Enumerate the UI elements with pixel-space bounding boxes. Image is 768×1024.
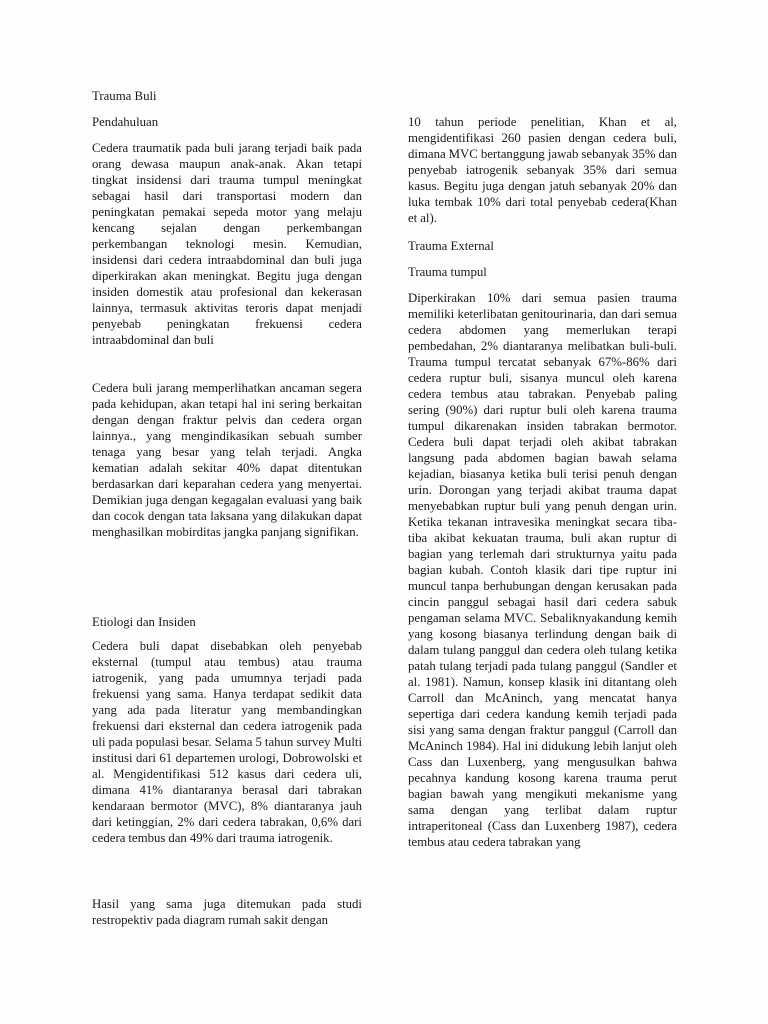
paragraph-etiologi-2: Hasil yang sama juga ditemukan pada studi restropektiv pada diagram rumah sakit dengan — [92, 897, 362, 927]
section-heading-etiologi: Etiologi dan Insiden — [92, 615, 196, 629]
paragraph-trauma-tumpul: Diperkirakan 10% dari semua pasien trauma memiliki keterlibatan genitourinaria, dan dari semua cedera abdomen yang memerlukan terapi pembedahan, 2% diantaranya melibatkan buli-buli. Trauma tumpul tercatat sebanyak 67%-86% dari cedera ruptur buli, sisanya muncul oleh karena cedera tembus atau tabrakan. Penyebab paling sering (90%) dari ruptur buli oleh karena trauma tumpul dikarenakan insiden tabrakan bermotor. Cedera buli dapat terjadi oleh akibat tabrakan langsung pada abdomen bagian bawah selama kejadian, biasanya ketika buli terisi penuh dengan urin. Dorongan yang terjadi akibat trauma dapat menyebabkan ruptur buli yang penuh dengan urin. Ketika tekanan intravesika meningkat secara tiba-tiba akibat kekuatan trauma, buli akan ruptur di bagian yang terlemah dari strukturnya yaitu pada bagian kubah. Contoh klasik dari tipe ruptur ini muncul tanpa berhubungan dengan kerusakan pada cincin panggul sebagai hasil dari cedera sabuk pengaman selama MVC. Sebaliknyakandung kemih yang kosong biasanya terlindung dengan baik di dalam tulang panggul dan cedera oleh tulang ketika patah tulang terjadi pada tulang panggul (Sandler et al. 1981). Namun, konsep klasik ini ditantang oleh Carroll dan McAninch, yang mencatat hanya sepertiga dari cedera kandung kemih terjadi pada sisi yang sama dengan fraktur panggul (Carroll dan McAninch 1984). Hal ini didukung lebih lanjut oleh Cass dan Luxenberg, yang mengusulkan bahwa pecahnya kandung kosong karena trauma perut bagian bawah yang mengikuti mekanisme yang sama dengan yang terlibat dalam ruptur intraperitoneal (Cass dan Luxenberg 1987), cedera tembus atau cedera tabrakan yang — [408, 291, 677, 849]
paragraph-khan-study: 10 tahun periode penelitian, Khan et al, mengidentifikasi 260 pasien dengan cedera buli, dimana MVC bertanggung jawab sebanyak 35% dan penyebab iatrogenik sebanyak 35% dari semua kasus. Begitu juga dengan jatuh sebanyak 20% dan luka tembak 10% dari total penyebab cedera(Khan et al). — [408, 115, 677, 225]
section-heading-trauma-tumpul: Trauma tumpul — [408, 265, 487, 279]
paragraph-pendahuluan-1: Cedera traumatik pada buli jarang terjadi baik pada orang dewasa maupun anak-anak. Akan tetapi tingkat insidensi dari trauma tumpul meningkat sebagai hasil dari transportasi modern dan peningkatan pemakai sepeda motor yang melaju kencang sejalan dengan perkembangan perkembangan teknologi mesin. Kemudian, insidensi dari cedera intraabdominal dan buli juga diperkirakan akan meningkat. Begitu juga dengan insiden domestik atau profesional dan kekerasan lainnya, termasuk aktivitas teroris dapat menjadi penyebab peningkatan frekuensi cedera intraabdominal dan buli — [92, 141, 362, 347]
paragraph-etiologi-1: Cedera buli dapat disebabkan oleh penyebab eksternal (tumpul atau tembus) atau trauma iatrogenik, yang pada umumnya terjadi pada frekuensi yang sama. Hanya terdapat sedikit data yang ada pada literatur yang membandingkan frekuensi dari eksternal dan cedera iatrogenik pada uli pada populasi besar. Selama 5 tahun survey Multi institusi dari 61 departemen urologi, Dobrowolski et al. Mengidentifikasi 512 kasus dari cedera uli, dimana 41% diantaranya berasal dari tabrakan kendaraan bermotor (MVC), 8% diantaranya jauh dari ketinggian, 2% dari cedera tabrakan, 0,6% dari cedera tembus dan 49% dari trauma iatrogenik. — [92, 639, 362, 845]
document-title: Trauma Buli — [92, 89, 157, 103]
section-heading-pendahuluan: Pendahuluan — [92, 115, 159, 129]
paragraph-pendahuluan-2: Cedera buli jarang memperlihatkan ancaman segera pada kehidupan, akan tetapi hal ini sering berkaitan dengan dengan fraktur pelvis dan cedera organ lainnya., yang mengindikasikan sebuah sumber tenaga yang besar yang telah terjadi. Angka kematian adalah sekitar 40% dapat ditentukan berdasarkan dari keparahan cedera yang menyertai. Demikian juga dengan kegagalan evaluasi yang baik dan cocok dengan tata laksana yang dilakukan dapat menghasilkan mobirditas jangka panjang signifikan. — [92, 381, 362, 539]
section-heading-trauma-external: Trauma External — [408, 239, 494, 253]
